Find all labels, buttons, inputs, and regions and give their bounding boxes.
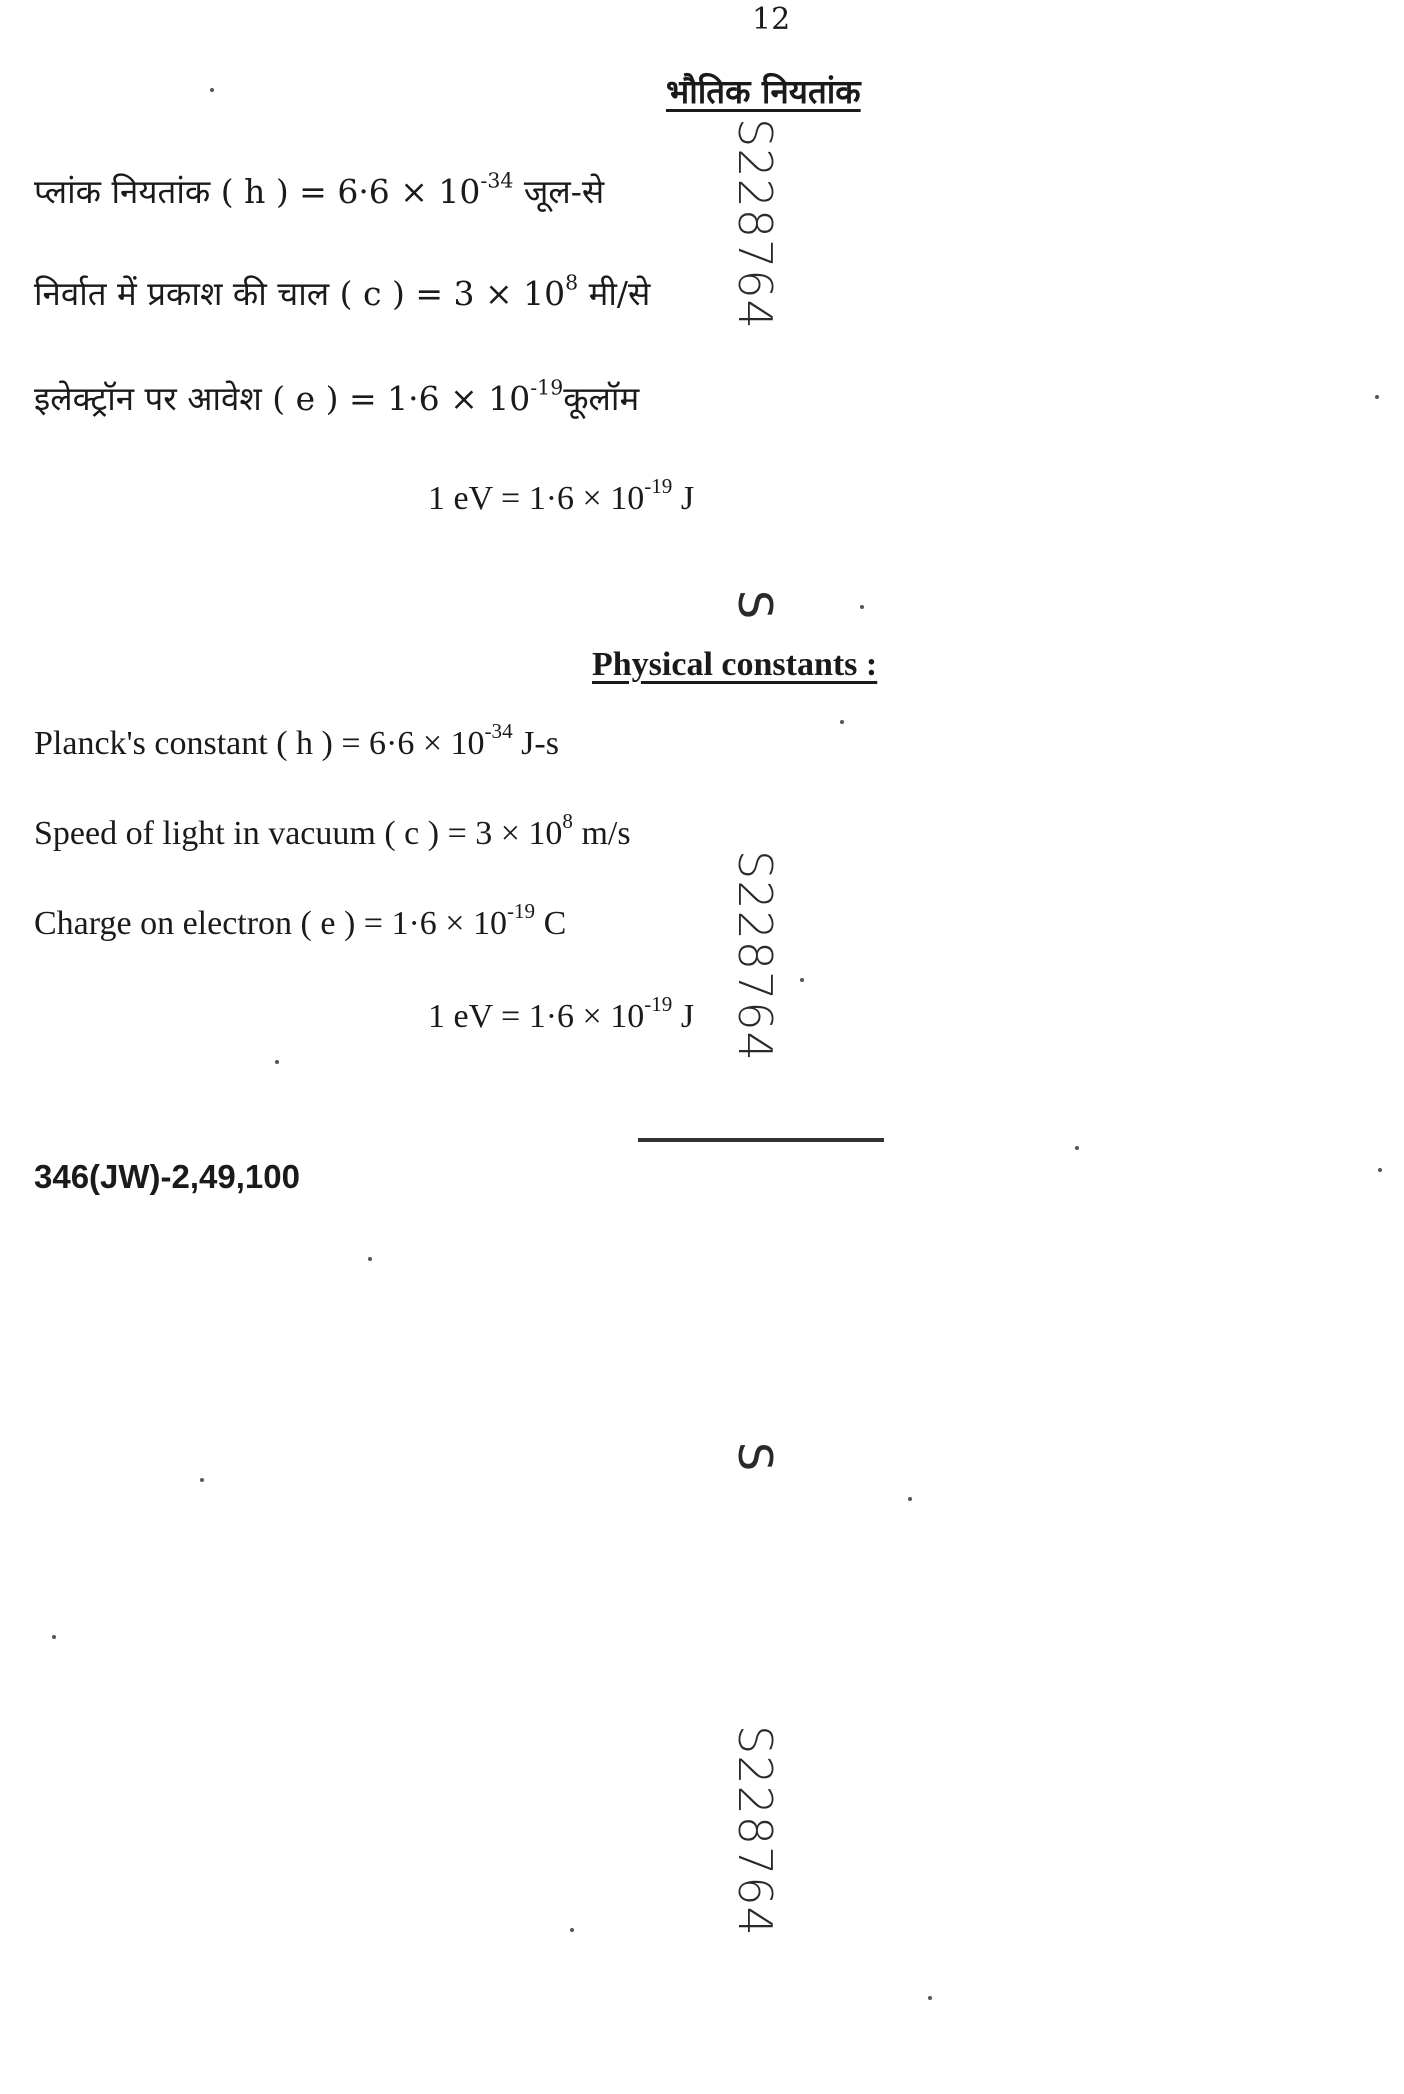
end-rule [638,1138,884,1142]
hindi-charge-unit: कूलॉम [563,379,640,418]
english-ev-unit: J [672,998,695,1035]
english-charge-label: Charge on electron ( e ) [34,905,356,942]
hindi-light-label: निर्वात में प्रकाश की चाल ( c ) [34,274,405,313]
hindi-planck-label: प्लांक नियतांक ( h ) [34,172,289,211]
english-charge-unit: C [535,905,567,942]
hindi-ev-lhs: 1 eV = 1·6 × 10 [428,480,645,517]
hindi-light-unit: मी/से [578,274,651,313]
footer-code: 346(JW)-2,49,100 [34,1158,300,1195]
english-planck-eq: = 6·6 × 10 [332,725,485,762]
scan-speckle [840,720,844,724]
hindi-planck-exp: -34 [480,168,514,193]
hindi-light-eq: = 3 × 10 [404,274,566,313]
page-number: 12 [752,2,791,37]
scan-speckle [368,1257,372,1261]
serial-letter-mark-1: S [728,590,782,620]
serial-stamp-3: S228764 [728,1725,782,1937]
english-planck-exp: -34 [484,719,513,744]
english-charge-eq: = 1·6 × 10 [355,905,507,942]
scan-speckle [1375,395,1379,399]
hindi-charge-label: इलेक्ट्रॉन पर आवेश ( e ) [34,379,339,418]
english-light-unit: m/s [572,815,631,852]
english-light-line [34,809,631,853]
english-charge-exp: -19 [506,899,536,924]
scan-speckle [1378,1168,1382,1172]
english-ev-lhs: 1 eV = 1·6 × 10 [428,998,645,1035]
hindi-ev-exp: -19 [644,474,673,499]
serial-stamp-1: S228764 [728,118,782,330]
hindi-ev-line [428,474,695,518]
english-heading: Physical constants : [592,646,878,683]
hindi-planck-line [34,168,604,213]
english-planck-line [34,719,559,763]
hindi-planck-eq: = 6·6 × 10 [288,172,481,211]
scan-speckle [52,1635,56,1639]
hindi-heading: भौतिक नियतांक [666,72,861,111]
hindi-ev-unit: J [672,480,695,517]
scan-speckle [908,1497,912,1501]
hindi-charge-exp: -19 [530,375,564,400]
english-light-eq: = 3 × 10 [439,815,563,852]
english-charge-line [34,899,567,943]
hindi-light-exp: 8 [565,270,579,295]
english-planck-label: Planck's constant ( h ) [34,725,333,762]
hindi-charge-eq: = 1·6 × 10 [338,379,531,418]
scan-speckle [200,1478,204,1482]
scan-speckle [1075,1146,1079,1150]
english-ev-line [428,992,695,1036]
scan-speckle [800,978,804,982]
english-light-label: Speed of light in vacuum ( c ) [34,815,440,852]
hindi-planck-unit: जूल-से [513,172,605,211]
english-ev-exp: -19 [644,992,673,1017]
scan-speckle [210,88,214,92]
serial-stamp-2: S228764 [728,850,782,1062]
scan-speckle [275,1060,279,1064]
scan-speckle [570,1928,574,1932]
hindi-charge-line [34,375,639,420]
english-light-exp: 8 [562,809,573,834]
hindi-light-line [34,270,650,315]
serial-letter-mark-2: S [728,1442,782,1472]
scan-speckle [928,1996,932,2000]
english-planck-unit: J-s [512,725,559,762]
scan-speckle [860,605,864,609]
